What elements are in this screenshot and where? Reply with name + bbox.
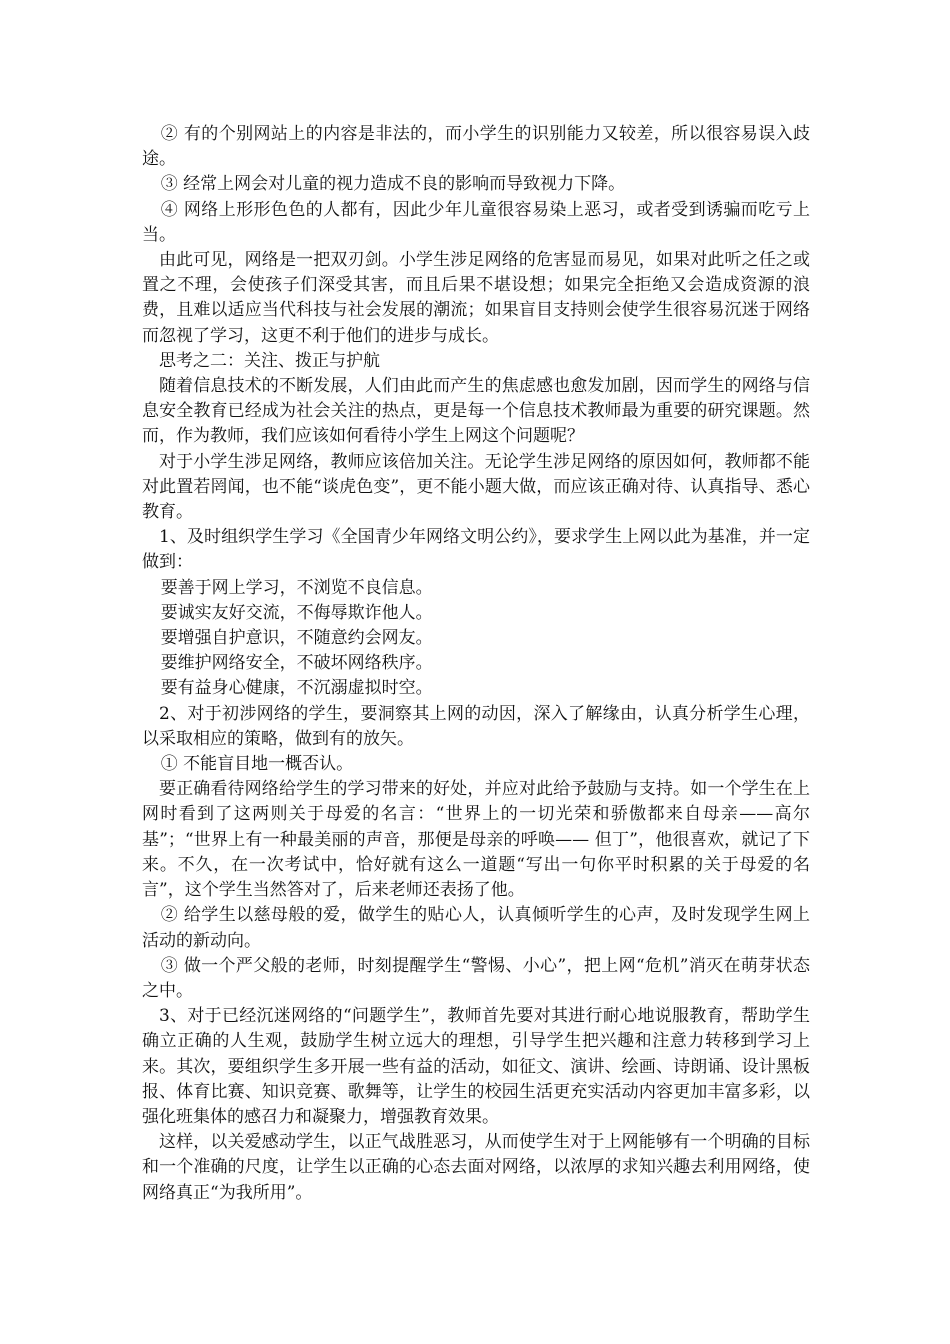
pledge-item-3: 要增强自护意识，不随意约会网友。 [160,628,433,649]
paragraph-teacher-attention: 对于小学生涉足网络，教师应该倍加关注。无论学生涉足网络的原因如何，教师都不能对此置若罔闻，也不能“谈虎色变”，更不能小题大做，而应该正确对待、认真指导、悉心教育。 [142,451,810,523]
paragraph-it-development: 随着信息技术的不断发展，人们由此而产生的焦虑感也愈发加剧，因而学生的网络与信息安全教育已经成为社会关注的热点，更是每一个信息技术教师最为重要的研究课题。然而，作为教师，我们应该如何看待小学生上网这个问题呢？ [142,376,810,447]
paragraph-double-edged-sword: 由此可见，网络是一把双刃剑。小学生涉足网络的危害显而易见，如果对此听之任之或置之不理，会使孩子们深受其害，而且后果不堪设想；如果完全拒绝又会造成资源的浪费，且难以适应当代科技与社会发展的潮流；如果盲目支持则会使学生很容易沉迷于网络而忽视了学习，这更不利于他们的进步与成长。 [142,250,810,346]
pledge-item-4: 要维护网络安全，不破坏网络秩序。 [160,653,433,674]
pledge-item-1: 要善于网上学习，不浏览不良信息。 [160,577,433,598]
paragraph-point-1: ① 不能盲目地一概否认。 [160,754,354,775]
paragraph-measure-2: 2、对于初涉网络的学生，要洞察其上网的动因，深入了解缘由，认真分析学生心理，以采取相应的策略，做到有的放矢。 [142,703,810,749]
paragraph-mother-quote-example: 要正确看待网络给学生的学习带来的好处，并应对此给予鼓励与支持。如一个学生在上网时看到了这两则关于母爱的名言：“世界上的一切光荣和骄傲都来自母亲——高尔基”；“世界上有一种最美丽的声音，那便是母亲的呼唤—— 但丁”，他很喜欢，就记了下来。不久，在一次考试中，恰好就有这么一道题“写出一句你平时积累的关于母爱的名言”，这个学生当然答对了，后来老师还表扬了他。 [142,779,810,901]
paragraph-point-2: ② 给学生以慈母般的爱，做学生的贴心人，认真倾听学生的心声，及时发现学生网上活动的新动向。 [142,905,810,951]
section-heading-thought-2: 思考之二：关注、拨正与护航 [159,350,380,371]
paragraph-measure-1: 1、及时组织学生学习《全国青少年网络文明公约》，要求学生上网以此为基准，并一定做到： [142,527,810,573]
document-body [142,122,810,1206]
paragraph-conclusion: 这样，以关爱感动学生，以正气战胜恶习，从而使学生对于上网能够有一个明确的目标和一个准确的尺度，让学生以正确的心态去面对网络，以浓厚的求知兴趣去利用网络，使网络真正“为我所用”。 [142,1132,810,1203]
paragraph-harm-4: ④ 网络上形形色色的人都有，因此少年儿童很容易染上恶习，或者受到诱骗而吃亏上当。 [142,199,810,245]
paragraph-measure-3: 3、对于已经沉迷网络的“问题学生”，教师首先要对其进行耐心地说服教育，帮助学生确立正确的人生观，鼓励学生树立远大的理想，引导学生把兴趣和注意力转移到学习上来。其次，要组织学生多开展一些有益的活动，如征文、演讲、绘画、诗朗诵、设计黑板报、体育比赛、知识竞赛、歌舞等，让学生的校园生活更充实活动内容更加丰富多彩，以强化班集体的感召力和凝聚力，增强教育效果。 [142,1006,810,1127]
paragraph-point-3: ③ 做一个严父般的老师，时刻提醒学生“警惕、小心”，把上网“危机”消灭在萌芽状态之中。 [142,955,810,1001]
paragraph-harm-2: ② 有的个别网站上的内容是非法的，而小学生的识别能力又较差，所以很容易误入歧途。 [142,124,810,170]
paragraph-harm-3: ③ 经常上网会对儿童的视力造成不良的影响而导致视力下降。 [160,174,626,195]
pledge-item-2: 要诚实友好交流，不侮辱欺诈他人。 [160,602,433,623]
pledge-item-5: 要有益身心健康，不沉溺虚拟时空。 [160,678,433,699]
